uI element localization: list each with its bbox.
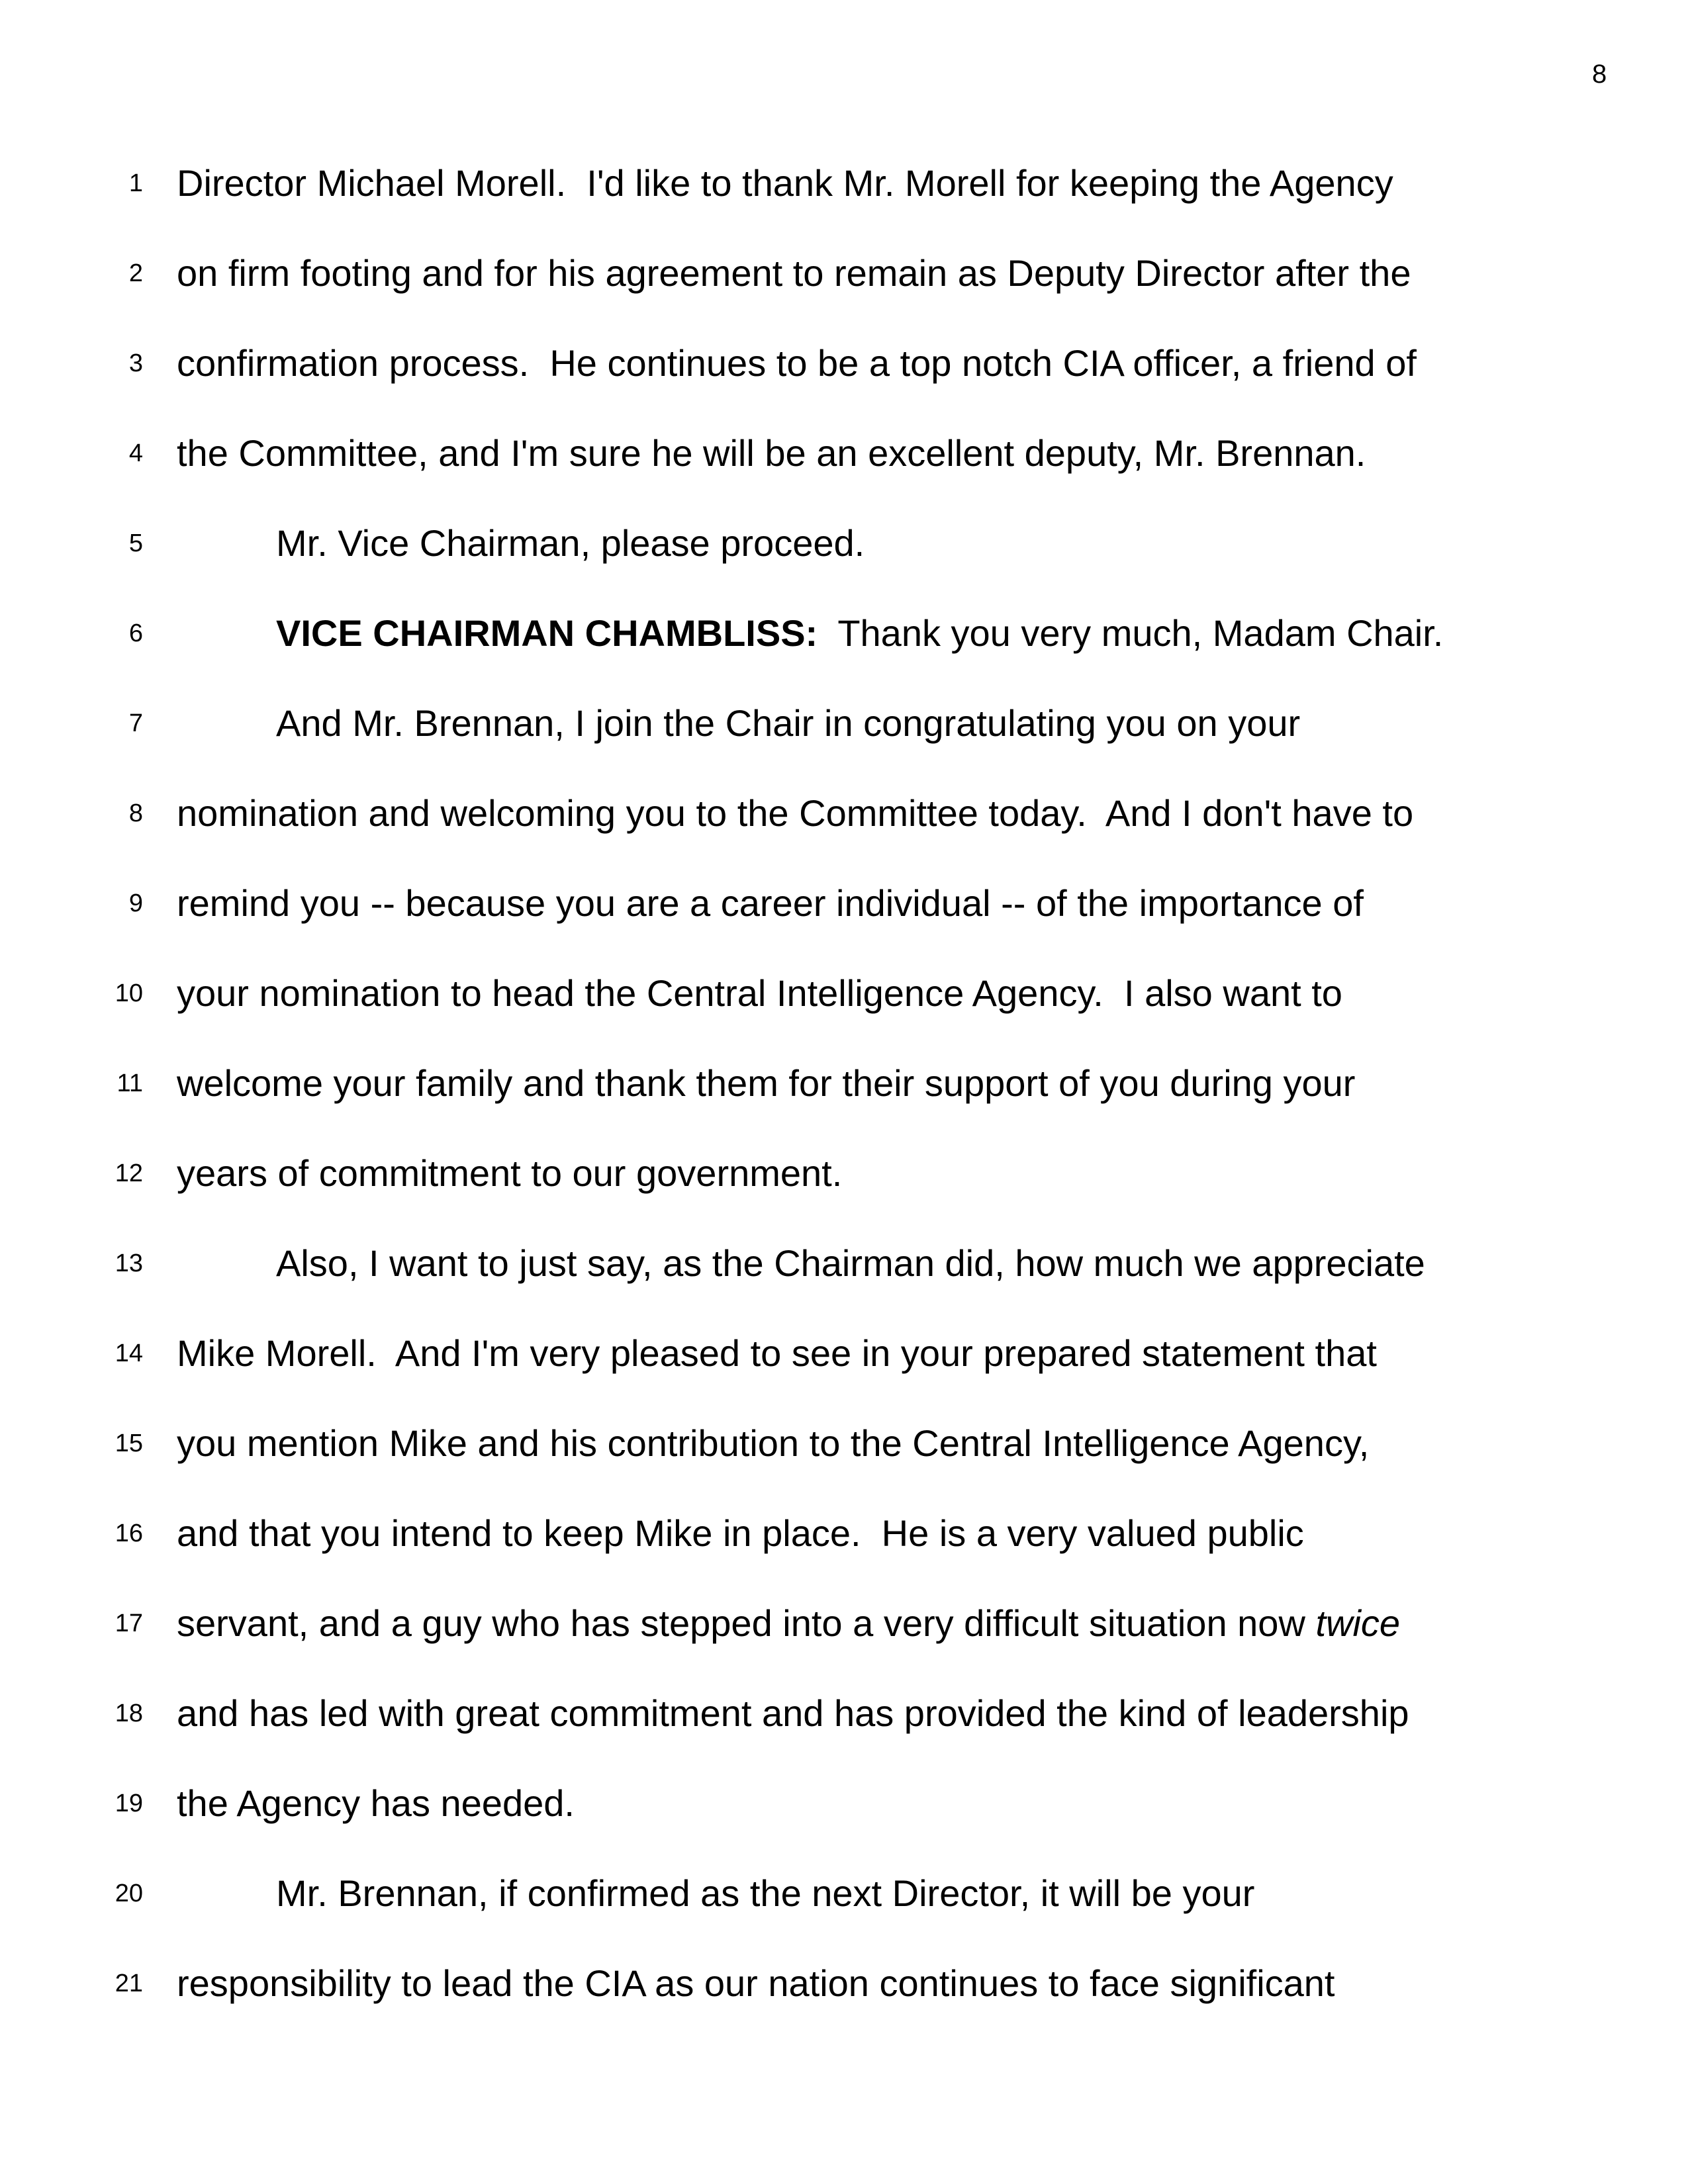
transcript-line: [0, 1128, 1688, 1218]
transcript-line: [0, 318, 1688, 408]
line-number: 5: [128, 529, 143, 557]
line-number: 3: [128, 349, 143, 377]
line-number: 19: [115, 1790, 143, 1817]
line-text: [177, 1398, 1369, 1488]
line-text: [177, 1758, 575, 1848]
transcript-line: [0, 228, 1688, 318]
transcript-line: [0, 1848, 1688, 1938]
transcript-line: [0, 1398, 1688, 1488]
line-number: 16: [115, 1520, 143, 1547]
transcript-line: [0, 1668, 1688, 1758]
line-text: [177, 1938, 1335, 2028]
text-segment: and that you intend to keep Mike in place. He is a very valued public: [177, 1512, 1304, 1554]
text-segment: servant, and a guy who has stepped into a very difficult situation now: [177, 1602, 1316, 1644]
text-segment: the Committee, and I'm sure he will be an excellent deputy, Mr. Brennan.: [177, 432, 1366, 474]
transcript-line: [0, 768, 1688, 858]
text-segment: the Agency has needed.: [177, 1782, 575, 1824]
line-text: [177, 1038, 1355, 1128]
transcript-line: [0, 1218, 1688, 1308]
line-number: 14: [115, 1340, 143, 1367]
line-text: [276, 678, 1300, 768]
transcript-line: [0, 948, 1688, 1038]
speaker-name: VICE CHAIRMAN CHAMBLISS:: [276, 612, 818, 654]
transcript-line: [0, 1758, 1688, 1848]
text-segment: Mr. Brennan, if confirmed as the next Director, it will be your: [276, 1872, 1255, 1914]
text-segment: your nomination to head the Central Intelligence Agency. I also want to: [177, 972, 1342, 1014]
transcript-line: [0, 588, 1688, 678]
line-text: [177, 228, 1411, 318]
line-text: [276, 1218, 1425, 1308]
line-text: [177, 1668, 1409, 1758]
line-number: 15: [115, 1430, 143, 1457]
line-number: 2: [128, 259, 143, 287]
line-text: [177, 318, 1417, 408]
text-segment: you mention Mike and his contribution to the Central Intelligence Agency,: [177, 1422, 1370, 1464]
line-number: 10: [115, 979, 143, 1007]
transcript-line: [0, 1308, 1688, 1398]
line-text: [276, 588, 1443, 678]
line-text: [177, 948, 1342, 1038]
line-text: [177, 138, 1393, 228]
line-number: 21: [115, 1970, 143, 1997]
transcript-line: [0, 1488, 1688, 1578]
transcript-line: [0, 1038, 1688, 1128]
transcript-body: [0, 138, 1688, 2028]
line-number: 4: [128, 439, 143, 467]
line-text: [177, 858, 1364, 948]
transcript-line: [0, 138, 1688, 228]
text-segment: And Mr. Brennan, I join the Chair in congratulating you on your: [276, 702, 1301, 744]
line-number: 17: [115, 1610, 143, 1637]
text-segment: welcome your family and thank them for their support of you during your: [177, 1062, 1356, 1104]
line-text: [276, 498, 865, 588]
text-segment: remind you -- because you are a career individual -- of the importance of: [177, 882, 1364, 924]
line-text: [177, 1308, 1377, 1398]
transcript-line: [0, 498, 1688, 588]
page-number: 8: [1592, 60, 1607, 89]
line-text: [177, 408, 1366, 498]
text-segment: Also, I want to just say, as the Chairman did, how much we appreciate: [276, 1242, 1425, 1284]
line-number: 20: [115, 1880, 143, 1907]
line-text: [177, 1488, 1304, 1578]
line-text: [276, 1848, 1254, 1938]
text-segment: Director Michael Morell. I'd like to thank Mr. Morell for keeping the Agency: [177, 162, 1393, 204]
line-number: 11: [117, 1069, 143, 1097]
transcript-line: [0, 858, 1688, 948]
transcript-line: [0, 408, 1688, 498]
transcript-line: [0, 678, 1688, 768]
text-segment: and has led with great commitment and has provided the kind of leadership: [177, 1692, 1409, 1734]
line-number: 13: [115, 1250, 143, 1277]
text-segment: Mike Morell. And I'm very pleased to see in your prepared statement that: [177, 1332, 1377, 1374]
text-segment: Mr. Vice Chairman, please proceed.: [276, 522, 865, 564]
line-number: 8: [128, 799, 143, 827]
text-segment: on firm footing and for his agreement to remain as Deputy Director after the: [177, 252, 1411, 294]
line-number: 18: [115, 1700, 143, 1727]
line-number: 6: [128, 619, 143, 647]
line-text: [177, 1128, 842, 1218]
text-segment: responsibility to lead the CIA as our nation continues to face significant: [177, 1962, 1335, 2004]
line-number: 12: [115, 1160, 143, 1187]
text-segment: years of commitment to our government.: [177, 1152, 843, 1194]
text-segment: confirmation process. He continues to be a top notch CIA officer, a friend of: [177, 342, 1417, 384]
line-number: 7: [128, 709, 143, 737]
emphasis-text: twice: [1315, 1602, 1401, 1644]
transcript-line: [0, 1578, 1688, 1668]
line-text: [177, 768, 1413, 858]
line-number: 9: [128, 889, 143, 917]
line-text: [177, 1578, 1400, 1668]
text-segment: Thank you very much, Madam Chair.: [818, 612, 1444, 654]
transcript-line: [0, 1938, 1688, 2028]
text-segment: nomination and welcoming you to the Committee today. And I don't have to: [177, 792, 1414, 834]
line-number: 1: [128, 169, 143, 197]
